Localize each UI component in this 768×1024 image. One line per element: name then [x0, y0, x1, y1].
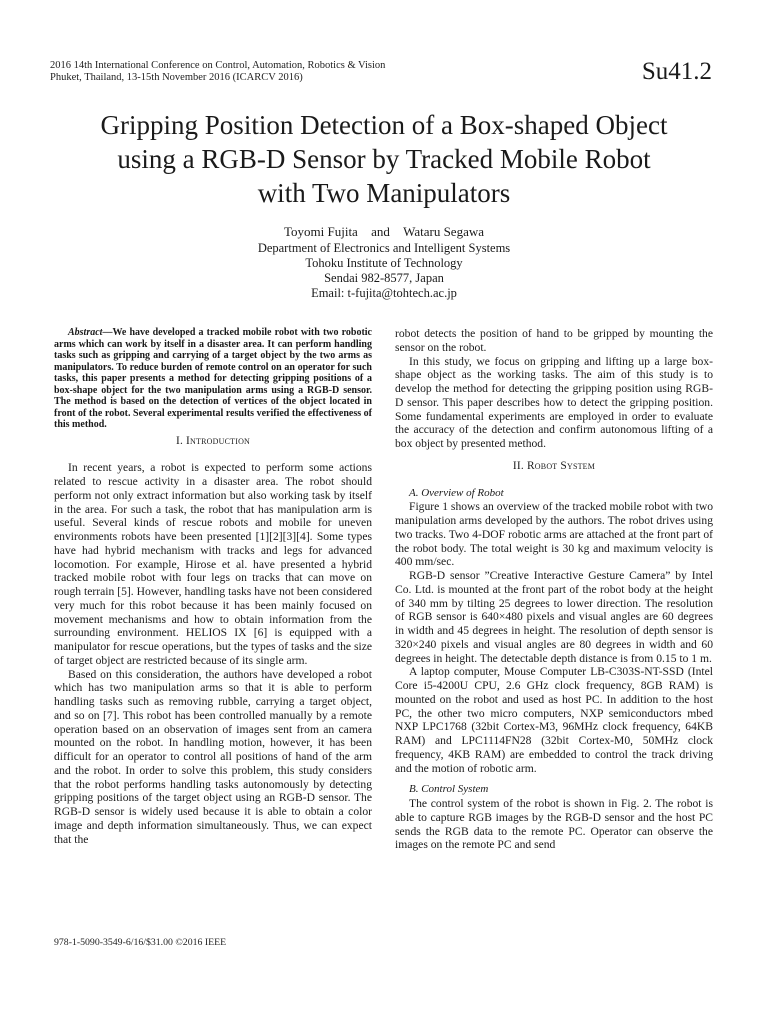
overview-paragraph-1: Figure 1 shows an overview of the tracked mobile robot with two manipulation arms developed by the authors. The robot drives using two tracks. Two 4-DOF robotic arms are attached at the front part of the robot body. The total weight is 30 kg and maximum velocity is 400 mm/sec.: [395, 500, 713, 569]
conference-line-2: Phuket, Thailand, 13-15th November 2016 (ICARCV 2016): [50, 72, 303, 83]
control-paragraph-1: The control system of the robot is shown in Fig. 2. The robot is able to capture RGB images by the RGB-D sensor and the host PC sends the RGB data to the remote PC. Operator can observe the images on the remote PC and send: [395, 797, 713, 852]
conference-line-1: 2016 14th International Conference on Control, Automation, Robotics & Vision: [50, 60, 386, 71]
overview-paragraph-3: A laptop computer, Mouse Computer LB-C303S-NT-SSD (Intel Core i5-4200U CPU, 2.6 GHz clock frequency, 8GB RAM) is mounted on the robot and used as host PC. In addition to the host PC, the other two micro computers, NXP semiconductors mbed NXP LPC1768 (32bit Cortex-M3, 96MHz clock frequency, 64KB RAM) and LPC1114FN28 (32bit Cortex-M0, 50MHz clock frequency, 4KB RAM) are embedded to control the track driving and the motion of robotic arm.: [395, 665, 713, 775]
subsection-heading-overview: A. Overview of Robot: [409, 486, 504, 499]
title-line-2: using a RGB-D Sensor by Tracked Mobile Robot: [117, 144, 651, 174]
conference-header: [50, 60, 385, 84]
author-name-1: Toyomi Fujita: [283, 224, 358, 239]
author-department: Department of Electronics and Intelligent Systems: [257, 241, 511, 255]
intro-paragraph-1: In recent years, a robot is expected to perform some actions related to rescue activity in a disaster area. The robot should perform not only extract information but also working task by itself in the area. For such a task, the robot that has manipulation arm is useful. Several kinds of rescue robots and mobile for uneven environments robots have been presented [1][2][3][4]. Some types have had hybrid mechanism with tracks and legs for advanced locomotion. For example, Hirose et al. have presented a hybrid tracked mobile robot with four legs on tracks that can move on rough terrain [5]. However, handling tasks have not been considered very much for this robot because it has been mainly focused on movement mechanisms and how to obtain information from the surrounding environment. HELIOS IX [6] is equipped with a manipulator for rescue operations, but the types of tasks and the size of target object are restricted because of its single arm.: [54, 461, 372, 667]
intro-paragraph-2: Based on this consideration, the authors have developed a robot which has two manipulation arms so that it is able to perform handling tasks such as removing rubble, carrying a target object, and so on [7]. This robot has been controlled manually by a remote operation based on an observation of images sent from an camera mounted on the robot. In handling motion, however, it has been difficult for an operator to control all positions of hand of the arm and the robot. In order to solve this problem, this study considers that the robot performs handling tasks autonomously by detecting gripping positions of the target object using an RGB-D sensor. The RGB-D sensor is widely used because it is able to obtain a color image and depth information simultaneously. Thus, we can expect that the: [54, 667, 372, 846]
title-line-3: with Two Manipulators: [257, 178, 511, 208]
right-column: [395, 327, 713, 852]
author-city: Sendai 982-8577, Japan: [324, 271, 444, 285]
section-heading-robot-system: II. Robot System: [512, 459, 596, 472]
overview-paragraph-2: RGB-D sensor ”Creative Interactive Gesture Camera” by Intel Co. Ltd. is mounted at the front part of the robot body at the height of 340 mm by tilting 25 degrees to lower direction. The resolution of RGB sensor is 640×480 pixels and visual angles are 60 degrees in width and 45 degrees in height. The resolution of depth sensor is 320×240 pixels and visual angles are 80 degrees in width and 60 degrees in height. The detectable depth distance is from 0.15 to 1 m.: [395, 569, 713, 665]
abstract-text: —We have developed a tracked mobile robot with two robotic arms which can work by itself in a disaster area. It can perform handling tasks such as gripping and carrying of a target object by the two arms as manipulators. To reduce burden of remote control on an operator for such tasks, this paper presents a method for detecting gripping positions of a box-shape object for the two manipulation arms using a RGB-D sensor. The method is based on the detection of vertices of the object located in front of the robot. Several experimental results verified the effectiveness of this method.: [54, 327, 372, 430]
author-name-2: Wataru Segawa: [403, 224, 484, 239]
author-and: and: [371, 224, 390, 239]
section-heading-introduction: I. Introduction: [175, 434, 251, 447]
author-names: [40, 224, 728, 239]
abstract: [54, 327, 372, 431]
abstract-label: Abstract: [68, 327, 103, 338]
title-line-1: Gripping Position Detection of a Box-shaped Object: [100, 110, 668, 140]
copyright-footer: 978-1-5090-3549-6/16/$31.00 ©2016 IEEE: [54, 937, 227, 948]
subsection-heading-control: B. Control System: [409, 783, 489, 796]
author-block: [40, 224, 728, 301]
left-column: [54, 327, 372, 846]
intro-continuation: robot detects the position of hand to be gripped by mounting the sensor on the robot.: [395, 327, 713, 354]
intro-paragraph-3: In this study, we focus on gripping and lifting up a large box-shape object as the working tasks. The aim of this study is to develop the method for detecting the gripping position using RGB-D sensor. This paper describes how to detect the gripping position. Some fundamental experiments are employed in order to evaluate the accuracy of the detection and confirm autonomous lifting of a box object by presented method.: [395, 354, 713, 450]
author-email: Email: t-fujita@tohtech.ac.jp: [311, 286, 457, 300]
paper-id: Su41.2: [641, 58, 712, 85]
author-institute: Tohoku Institute of Technology: [305, 256, 463, 270]
paper-title: [40, 108, 728, 210]
